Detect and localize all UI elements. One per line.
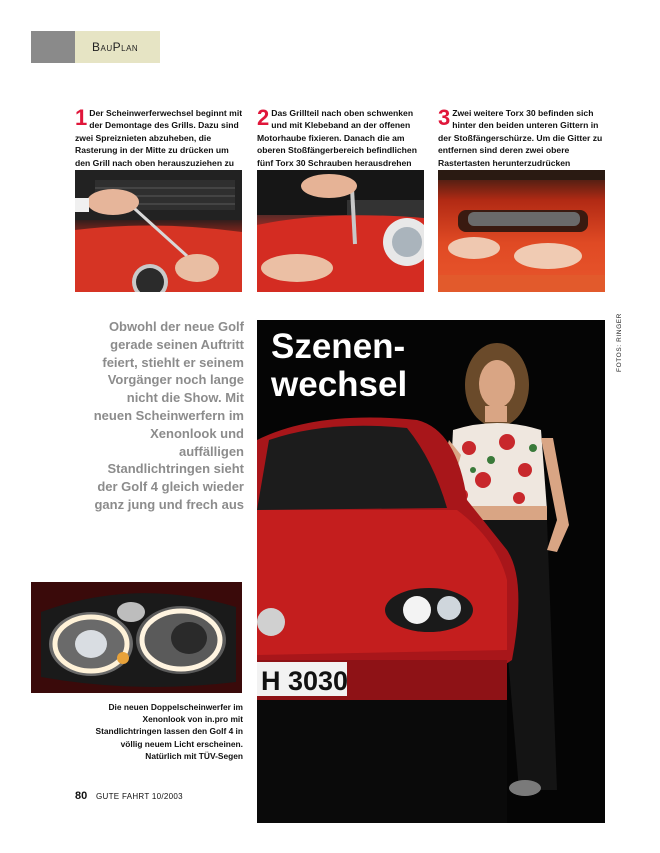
section-marker xyxy=(31,31,75,63)
step-number: 2 xyxy=(257,105,270,130)
step-number: 3 xyxy=(438,105,451,130)
feature-photo xyxy=(257,320,605,823)
title-line-2: wechsel xyxy=(271,365,408,404)
photo-credit xyxy=(606,313,623,382)
step-1-photo xyxy=(75,170,242,292)
step-text: Zwei weitere Torx 30 befinden sich hinter den beiden unteren Gittern in der Stoßfängerschürze. Um die Gitter zu entfernen sind deren zwei obere Rastertasten herunterzudrücken xyxy=(438,108,603,168)
step-3-photo xyxy=(438,170,605,292)
intro-text: Obwohl der neue Golf gerade seinen Auftritt feiert, stiehlt er seinem Vorgänger noch lange nicht die Show. Mit neuen Scheinwerfern im Xenonlook und auffälligen Standlichtringen sieht der Golf 4 gleich wieder ganz jung und frech aus xyxy=(93,319,244,512)
photo-credit-text: FOTOS: RINGER xyxy=(616,313,623,372)
title-line-1: Szenen- xyxy=(271,327,406,366)
feature-title xyxy=(271,328,407,404)
magazine-issue: GUTE FAHRT 10/2003 xyxy=(96,792,183,801)
step-2-photo xyxy=(257,170,424,292)
step-3 xyxy=(438,107,608,169)
step-text: Der Scheinwerferwechsel beginnt mit der Demontage des Grills. Dazu sind zwei Spreiznieten abzuheben, die Rasterung in der Mitte zu drücken um den Grill nach oben herauszuziehen zu xyxy=(75,108,243,168)
section-label: BauPlan xyxy=(75,31,160,63)
license-plate: H 3030 xyxy=(261,666,349,696)
photo-caption: Die neuen Doppelscheinwerfer im Xenonlook von in.pro mit Standlichtringen lassen den Golf 4 in völlig neuem Licht erscheinen. Natürlich mit TÜV-Segen xyxy=(95,702,243,761)
headlight-photo xyxy=(31,582,242,693)
step-text: Das Grillteil nach oben schwenken und mit Klebeband an der offenen Motorhaube fixieren. Danach die am oberen Stoßfängerbereich befindlichen fünf Torx 30 Schrauben herausdrehen xyxy=(257,108,417,168)
step-2 xyxy=(257,107,427,169)
page-number: 80 xyxy=(75,790,88,802)
step-number: 1 xyxy=(75,105,88,130)
